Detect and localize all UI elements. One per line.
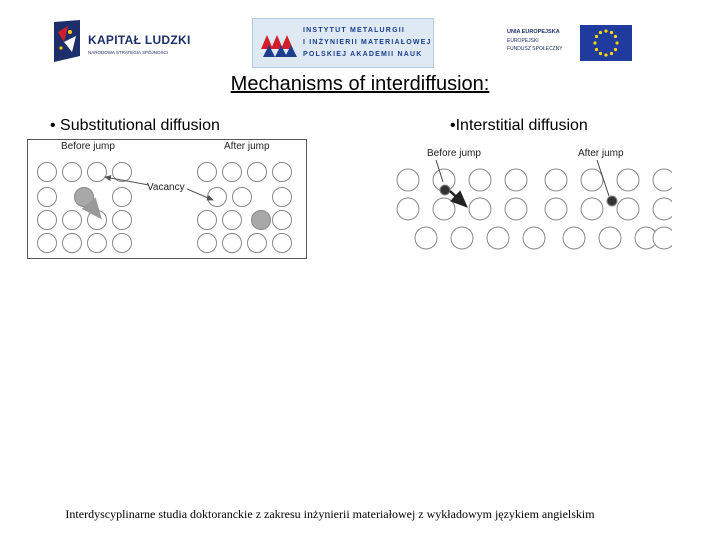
lattice-atom bbox=[88, 163, 107, 182]
bullet-substitutional-diffusion: • Substitutional diffusion bbox=[50, 117, 220, 134]
interstitial-diffusion-figure bbox=[392, 144, 672, 254]
lattice-atom bbox=[198, 211, 217, 230]
lattice-atom bbox=[433, 198, 455, 220]
lattice-atom bbox=[617, 198, 639, 220]
eu-fund-line2: FUNDUSZ SPOŁECZNY bbox=[507, 46, 563, 52]
lattice-atom bbox=[545, 198, 567, 220]
substitutional-after-jump-label: After jump bbox=[224, 141, 270, 152]
lattice-atom bbox=[198, 163, 217, 182]
imim-logo bbox=[252, 18, 434, 68]
lattice-atom bbox=[273, 163, 292, 182]
lattice-atom bbox=[397, 198, 419, 220]
lattice-atom bbox=[653, 169, 672, 191]
vacancy-label: Vacancy bbox=[147, 182, 185, 193]
lattice-atom bbox=[451, 227, 473, 249]
lattice-atom bbox=[208, 188, 227, 207]
lattice-atom bbox=[415, 227, 437, 249]
lattice-atom bbox=[198, 234, 217, 253]
lattice-atom bbox=[617, 169, 639, 191]
lattice-atom bbox=[63, 163, 82, 182]
imim-line-1: INSTYTUT METALURGII bbox=[303, 27, 405, 34]
lattice-atom bbox=[581, 169, 603, 191]
lattice-atom bbox=[113, 211, 132, 230]
lattice-atom bbox=[581, 198, 603, 220]
lattice-atom bbox=[63, 234, 82, 253]
moving-atom-after bbox=[252, 211, 271, 230]
imim-line-2: I INŻYNIERII MATERIAŁOWEJ bbox=[303, 39, 432, 46]
kapital-ludzki-subtitle: NARODOWA STRATEGIA SPÓJNOŚCI bbox=[88, 50, 169, 55]
eu-name: UNIA EUROPEJSKA bbox=[507, 29, 560, 35]
kapital-ludzki-name: KAPITAŁ LUDZKI bbox=[88, 33, 191, 47]
lattice-atom bbox=[599, 227, 621, 249]
lattice-atom bbox=[223, 211, 242, 230]
lattice-atom bbox=[223, 163, 242, 182]
lattice-atom bbox=[113, 234, 132, 253]
substitutional-before-jump-label: Before jump bbox=[61, 141, 115, 152]
lattice-atom bbox=[545, 169, 567, 191]
lattice-atom bbox=[88, 234, 107, 253]
bullet-interstitial-diffusion: •Interstitial diffusion bbox=[450, 117, 588, 134]
lattice-atom bbox=[505, 169, 527, 191]
lattice-atom bbox=[563, 227, 585, 249]
substitutional-diffusion-figure bbox=[27, 139, 307, 259]
lattice-atom bbox=[248, 163, 267, 182]
lattice-atom bbox=[113, 188, 132, 207]
lattice-atom bbox=[273, 234, 292, 253]
eu-fund-line1: EUROPEJSKI bbox=[507, 38, 539, 44]
lattice-atom bbox=[273, 188, 292, 207]
imim-emblem-icon bbox=[259, 29, 299, 59]
footer-text: Interdyscyplinarne studia doktoranckie z zakresu inżynierii materiałowej z wykładowym językiem angielskim bbox=[65, 507, 595, 521]
lattice-atom bbox=[523, 227, 545, 249]
lattice-atom bbox=[38, 211, 57, 230]
lattice-atom bbox=[469, 198, 491, 220]
kapital-ludzki-logo bbox=[50, 18, 195, 64]
lattice-atom bbox=[653, 227, 672, 249]
interstitial-before-jump-label: Before jump bbox=[427, 148, 481, 159]
lattice-atom bbox=[38, 234, 57, 253]
lattice-atom bbox=[273, 211, 292, 230]
lattice-atom bbox=[469, 169, 491, 191]
kapital-ludzki-emblem-icon bbox=[50, 18, 86, 64]
lattice-atom bbox=[38, 188, 57, 207]
interstitial-atom-before bbox=[440, 185, 450, 195]
moving-atom-before bbox=[75, 188, 94, 207]
lattice-atom bbox=[653, 198, 672, 220]
eu-flag-icon bbox=[580, 25, 632, 61]
slide-title: Mechanisms of interdiffusion: bbox=[230, 73, 490, 95]
lattice-atom bbox=[487, 227, 509, 249]
interstitial-after-jump-label: After jump bbox=[578, 148, 624, 159]
lattice-atom bbox=[233, 188, 252, 207]
lattice-atom bbox=[397, 169, 419, 191]
lattice-atom bbox=[505, 198, 527, 220]
lattice-atom bbox=[63, 211, 82, 230]
lattice-atom bbox=[223, 234, 242, 253]
interstitial-atom-after bbox=[607, 196, 617, 206]
lattice-atom bbox=[248, 234, 267, 253]
imim-line-3: POLSKIEJ AKADEMII NAUK bbox=[303, 51, 423, 58]
eu-logo bbox=[500, 20, 635, 64]
lattice-atom bbox=[38, 163, 57, 182]
